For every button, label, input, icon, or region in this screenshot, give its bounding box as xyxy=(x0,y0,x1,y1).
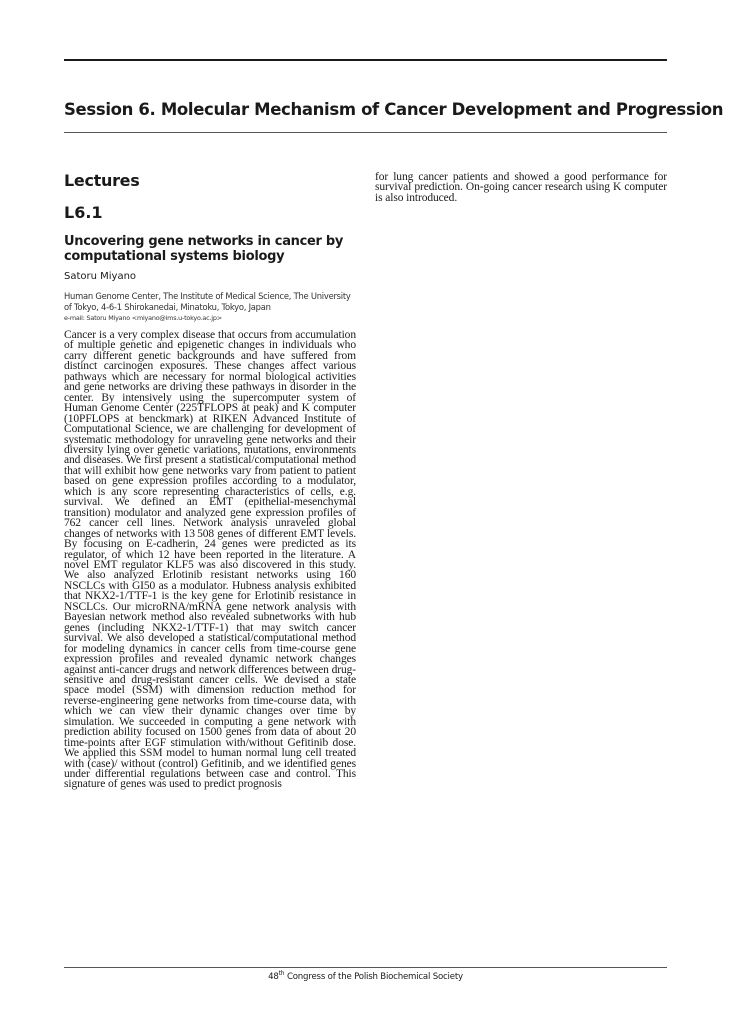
session-rule xyxy=(64,132,667,133)
section-heading: Lectures xyxy=(64,171,140,190)
footer xyxy=(64,970,667,982)
affiliation: Human Genome Center, The Institute of Medical Science, The University of Tokyo, 4-6-1 Shirokanedai, Minatoku, Tokyo, Japan xyxy=(64,291,351,312)
session-title: Session 6. Molecular Mechanism of Cancer Development and Progression xyxy=(64,100,724,119)
left-column xyxy=(64,170,356,790)
email: e-mail: Satoru Miyano <miyano@ims.u-tokyo.ac.jp> xyxy=(64,314,222,322)
footer-rule xyxy=(64,967,667,968)
paper-title: Uncovering gene networks in cancer by computational systems biology xyxy=(64,234,344,264)
lecture-id: L6.1 xyxy=(64,203,103,222)
top-rule xyxy=(64,59,667,61)
footer-number: 48 xyxy=(268,971,279,982)
author: Satoru Miyano xyxy=(64,271,137,282)
footer-text: Congress of the Polish Biochemical Society xyxy=(284,971,463,982)
footer-ordinal: th xyxy=(278,970,285,977)
abstract-text-right: for lung cancer patients and showed a good performance for survival prediction. On-going cancer research using K computer is also introduced. xyxy=(375,171,667,204)
abstract-text-left: Cancer is a very complex disease that occurs from accumulation of multiple genetic and epigenetic changes in individuals who carry different genetic backgrounds and have suffered from distinct carcinogen exposures. These changes affect various pathways which are necessary for normal biological activities and gene networks are driving these pathways in disorder in the center. By intensively using the supercomputer system of Human Genome Center (225TFLOPS at peak) and K computer (10PFLOPS at benckmark) at RIKEN Advanced Institute of Computational Science, we are challenging for development of systematic methodology for unraveling gene networks and their diversity lying over genetic variations, mutations, environments and diseases. We first present a statistical/computational method that will exhibit how gene networks vary from patient to patient based on gene expression profiles according to a modulator, which is any score representing characteristics of cells, e.g. survival. We defined an EMT (epithelial-mesenchymal transition) modulator and analyzed gene expression profiles of 762 cancer cell lines. Network analysis unraveled global changes of networks with 13 508 genes of different EMT levels. By focusing on E-cadherin, 24 genes were predicted as its regulator, of which 12 have been reported in the literature. A novel EMT regulator KLF5 was also discovered in this study. We also analyzed Erlotinib resistant networks using 160 NSCLCs with GI50 as a modulator. Hubness analysis exhibited that NKX2-1/TTF-1 is the key gene for Erlotinib resistance in NSCLCs. Our microRNA/mRNA gene network analysis with Bayesian network method also revealed subnetworks with hub genes (including NKX2-1/TTF-1) that may switch cancer survival. We also developed a statistical/computational method for modeling dynamics in cancer cells from time-course gene expression profiles and revealed dynamic network changes against anti-cancer drugs and network differences between drug-sensitive and drug-resistant cancer cells. We devised a state space model (SSM) with dimension reduction method for reverse-engineering gene networks from time-course data, with which we can view their dynamic changes over time by simulation. We succeeded in computing a gene network with prediction ability focused on 1500 genes from data of about 20 time-points after EGF stimulation with/without Gefitinib dose. We applied this SSM model to human normal lung cell treated with (case)/ without (control) Gefitinib, and we identified genes under differential regulations between case and control. This signature of genes was used to predict prognosis xyxy=(64,329,356,791)
right-column xyxy=(375,172,667,203)
